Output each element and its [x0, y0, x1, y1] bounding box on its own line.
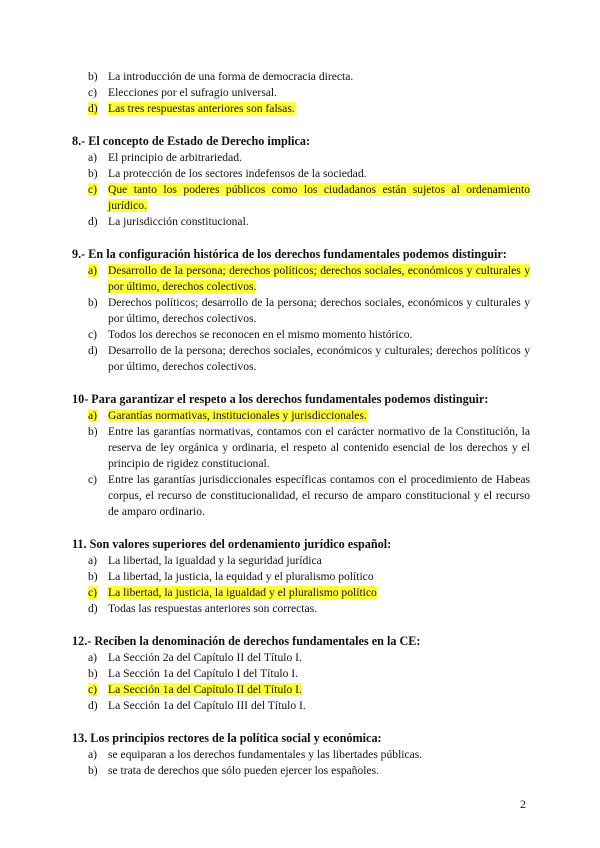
- option-letter: a): [88, 748, 98, 761]
- option-text-highlighted: La libertad, la justicia, la igualdad y el pluralismo político: [108, 586, 377, 599]
- question-title: 11. Son valores superiores del ordenamiento jurídico español:: [72, 537, 392, 551]
- option-8c-correct: [72, 182, 530, 214]
- option-letter: a): [88, 651, 98, 664]
- option-text: Todos los derechos se reconocen en el mismo momento histórico.: [108, 328, 413, 341]
- option-text: Entre las garantías jurisdiccionales específicas contamos con el procedimiento de Habeas corpus, el recurso de constitucionalidad, el recurso de amparo constitucional y el recurso de amparo ordinario.: [108, 473, 530, 518]
- option-text: La Sección 1a del Capítulo III del Título I.: [108, 699, 306, 712]
- option-letter: b): [88, 764, 98, 777]
- option-letter: c): [88, 328, 98, 341]
- option-text: La jurisdicción constitucional.: [108, 215, 249, 228]
- option-text-highlighted: Las tres respuestas anteriores son falsas.: [108, 102, 295, 115]
- option-text: se equiparan a los derechos fundamentales y las libertades públicas.: [108, 748, 423, 761]
- option-letter-highlighted: c): [88, 683, 98, 696]
- option-text: El principio de arbitrariedad.: [108, 151, 242, 164]
- option-text: La protección de los sectores indefensos de la sociedad.: [108, 167, 367, 180]
- option-letter: d): [88, 602, 98, 615]
- option-letter: a): [88, 151, 98, 164]
- option-10b: [72, 424, 530, 472]
- question-10: [72, 391, 530, 520]
- option-letter: b): [88, 570, 98, 583]
- question-9: [72, 246, 530, 375]
- option-text-highlighted: Garantías normativas, institucionales y jurisdiccionales.: [108, 409, 367, 422]
- option-letter: b): [88, 167, 98, 180]
- option-text: La Sección 2a del Capítulo II del Título I.: [108, 651, 302, 664]
- option-9c: [72, 327, 530, 343]
- question-title: 12.- Reciben la denominación de derechos fundamentales en la CE:: [72, 634, 421, 648]
- question-title: 13. Los principios rectores de la política social y económica:: [72, 731, 382, 745]
- option-7c: [72, 85, 530, 101]
- option-text: Entre las garantías normativas, contamos con el carácter normativo de la Constitución, la reserva de ley orgánica y ordinaria, el respeto al contenido esencial de los derechos y el principio de rigidez constitucional.: [108, 425, 530, 470]
- option-letter: d): [88, 215, 98, 228]
- option-letter: b): [88, 667, 98, 680]
- option-8b: [72, 166, 530, 182]
- option-9d: [72, 343, 530, 375]
- option-letter: a): [88, 554, 98, 567]
- option-letter-highlighted: c): [88, 586, 98, 599]
- option-7b: [72, 69, 530, 85]
- question-8: [72, 133, 530, 230]
- option-letter: c): [88, 473, 98, 486]
- option-text-highlighted: Desarrollo de la persona; derechos políticos; derechos sociales, económicos y culturales y por último, derechos colectivos.: [108, 264, 530, 293]
- question-7: [72, 69, 530, 117]
- option-12b: [72, 666, 530, 682]
- question-11: [72, 536, 530, 617]
- option-letter-highlighted: d): [88, 102, 98, 115]
- question-13: [72, 730, 530, 779]
- question-title: 9.- En la configuración histórica de los derechos fundamentales podemos distinguir:: [72, 247, 507, 261]
- option-13b: [72, 763, 530, 779]
- option-text: La libertad, la justicia, la equidad y el pluralismo político: [108, 570, 374, 583]
- option-letter: b): [88, 296, 98, 309]
- option-letter-highlighted: c): [88, 183, 98, 196]
- option-8a: [72, 150, 530, 166]
- option-text: La Sección 1a del Capítulo I del Título I.: [108, 667, 299, 680]
- option-11b: [72, 569, 530, 585]
- option-13a: [72, 747, 530, 763]
- option-text: Elecciones por el sufragio universal.: [108, 86, 278, 99]
- option-text: Desarrollo de la persona; derechos sociales, económicos y culturales; derechos políticos y por último, derechos colectivos.: [108, 344, 530, 373]
- option-letter-highlighted: a): [88, 264, 98, 277]
- option-11a: [72, 553, 530, 569]
- option-letter: d): [88, 699, 98, 712]
- question-title: 10- Para garantizar el respeto a los derechos fundamentales podemos distinguir:: [72, 392, 489, 406]
- option-text: La introducción de una forma de democracia directa.: [108, 70, 354, 83]
- option-12a: [72, 650, 530, 666]
- option-letter: d): [88, 344, 98, 357]
- option-8d: [72, 214, 530, 230]
- option-letter: c): [88, 86, 98, 99]
- option-7d-correct: [72, 101, 530, 117]
- option-12c-correct: [72, 682, 530, 698]
- option-text: Derechos políticos; desarrollo de la persona; derechos sociales, económicos y culturales y por último, derechos colectivos.: [108, 296, 530, 325]
- page-number: 2: [520, 797, 526, 811]
- option-11c-correct: [72, 585, 530, 601]
- option-11d: [72, 601, 530, 617]
- option-text: se trata de derechos que sólo pueden ejercer los españoles.: [108, 764, 380, 777]
- option-text-highlighted: Que tanto los poderes públicos como los ciudadanos están sujetos al ordenamiento jurídico.: [108, 183, 530, 212]
- option-text: La libertad, la igualdad y la seguridad jurídica: [108, 554, 322, 567]
- option-text: Todas las respuestas anteriores son correctas.: [108, 602, 318, 615]
- question-12: [72, 633, 530, 714]
- option-12d: [72, 698, 530, 714]
- question-title: 8.- El concepto de Estado de Derecho implica:: [72, 134, 311, 148]
- option-10c: [72, 472, 530, 520]
- option-letter: b): [88, 70, 98, 83]
- option-9a-correct: [72, 263, 530, 295]
- option-letter-highlighted: a): [88, 409, 98, 422]
- option-9b: [72, 295, 530, 327]
- page-content: [72, 69, 530, 779]
- option-letter: b): [88, 425, 98, 438]
- option-text-highlighted: La Sección 1a del Capítulo II del Título I.: [108, 683, 302, 696]
- option-10a-correct: [72, 408, 530, 424]
